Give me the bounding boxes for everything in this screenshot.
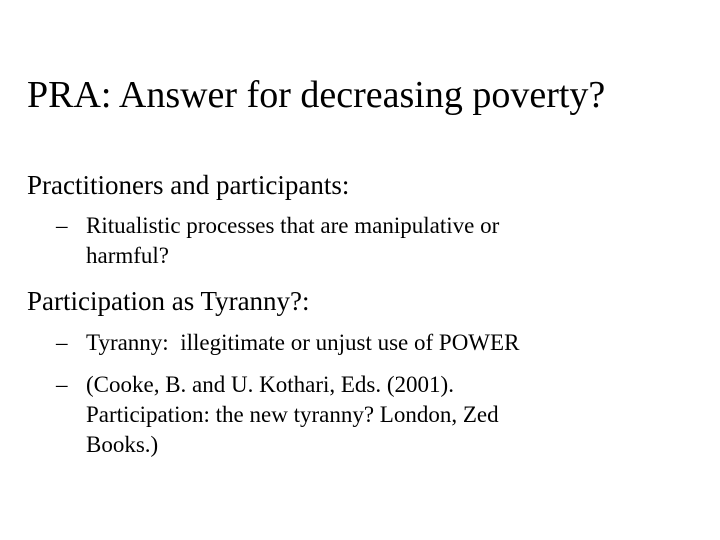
- sub-bullet-text: Ritualistic processes that are manipulative or harmful?: [86, 213, 500, 268]
- sub-bullet-tyranny-definition: [56, 328, 656, 358]
- bullet-practitioners: Practitioners and participants:: [27, 170, 350, 200]
- sub-bullet-text: Tyranny: illegitimate or unjust use of POWER: [86, 330, 520, 355]
- dash-marker: –: [56, 372, 68, 397]
- dash-marker: –: [56, 330, 68, 355]
- dash-marker: –: [56, 213, 68, 238]
- sub-bullet-citation: [56, 370, 656, 460]
- sub-bullet-ritualistic: [56, 211, 656, 271]
- sub-bullet-text: (Cooke, B. and U. Kothari, Eds. (2001). Participation: the new tyranny? London, Zed Books.): [86, 372, 499, 457]
- bullet-participation-tyranny: Participation as Tyranny?:: [27, 286, 310, 316]
- slide-title: PRA: Answer for decreasing poverty?: [27, 74, 606, 116]
